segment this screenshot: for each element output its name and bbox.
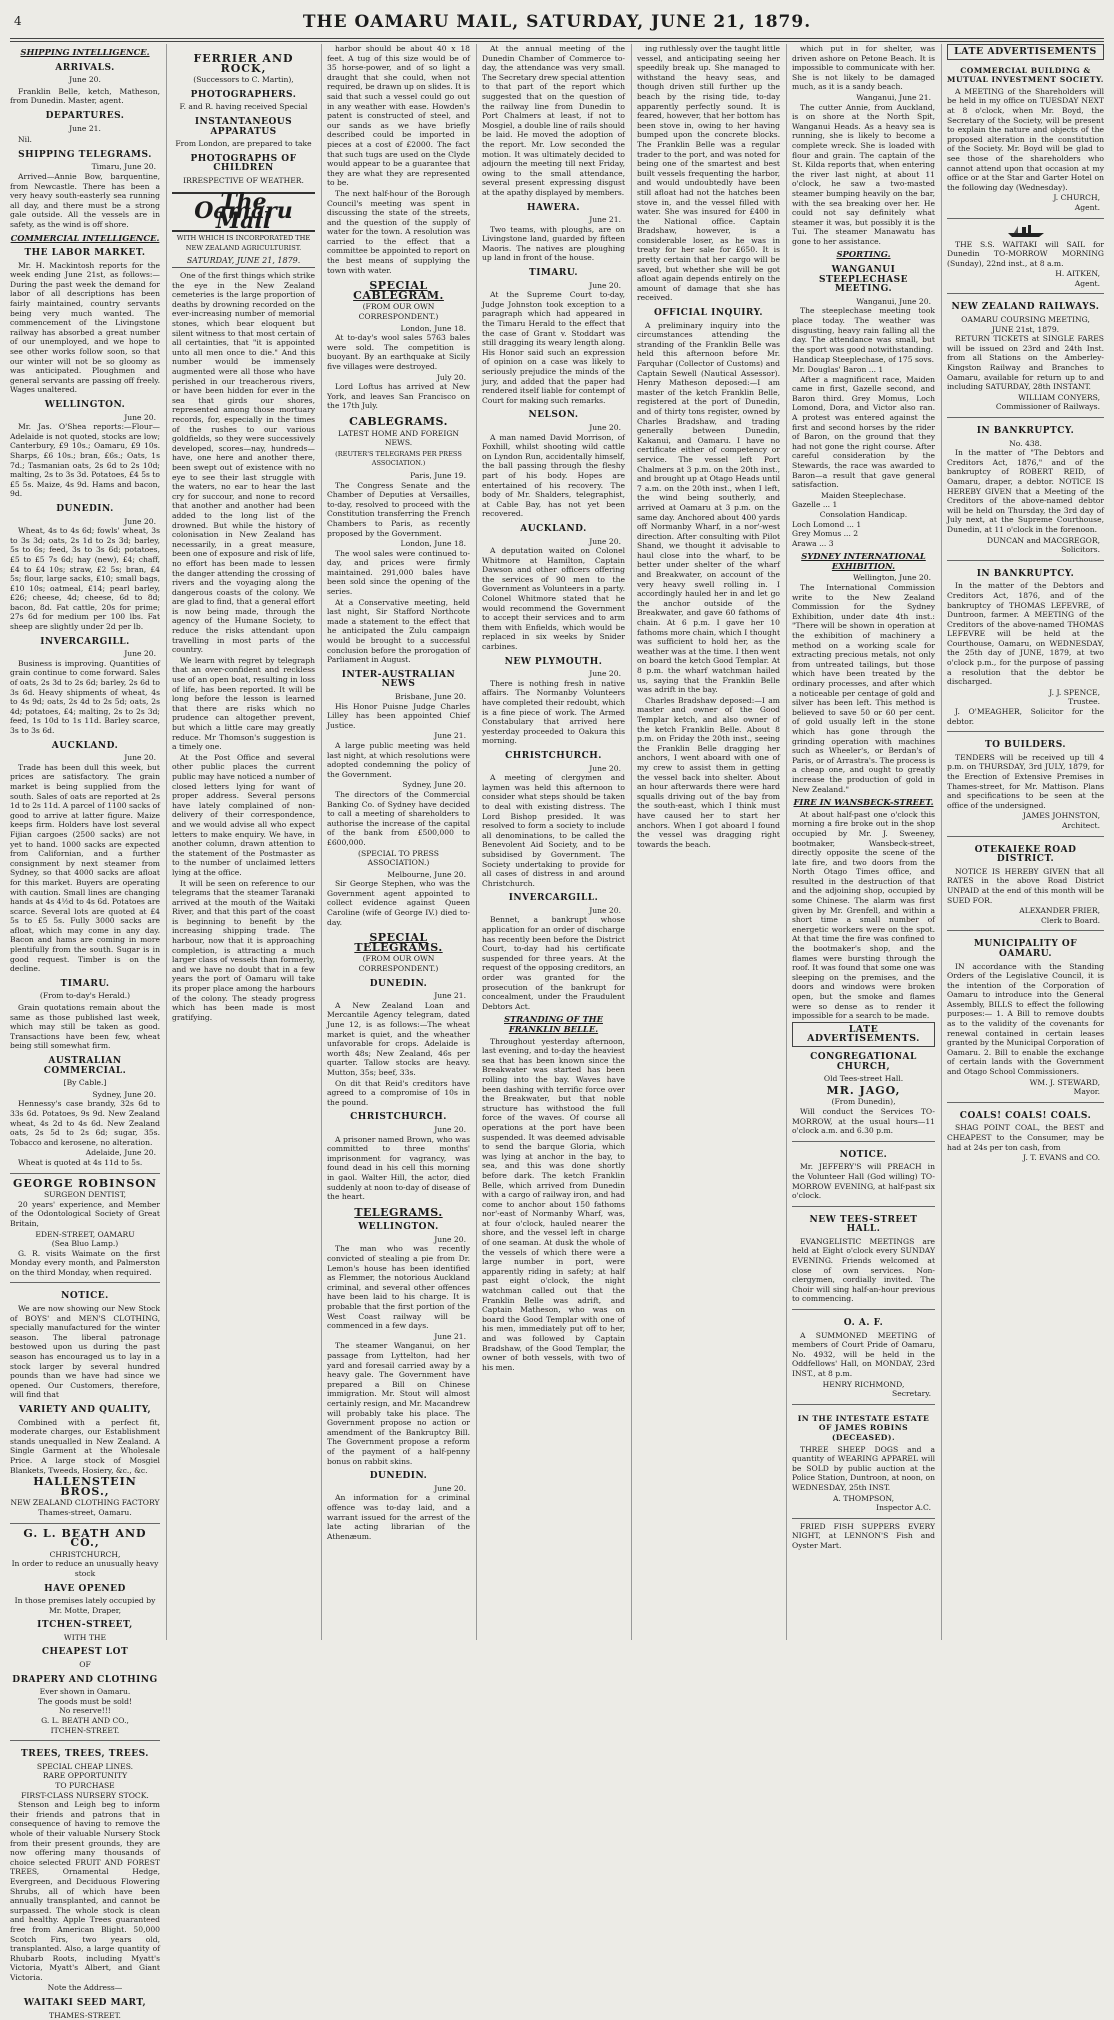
article-text: The cutter Annie, from Auckland, is on shore at the North Spit, Wanganui Heads. As a heavy sea is running, she is likely to become a complete wreck. She is loaded with flour and grain. The captain of the St. Kilda reports that, when entering the river last night, at about 11 o'clock, he saw a two-masted steamer bumping heavily on the bar, with the sea breaking over her. He could not say definitely what steamer it was, but possibly it is the Tui. The steamer Manawatu has gone to her assistance. [792, 102, 935, 246]
ad-line: SPECIAL CHEAP LINES. [36, 1761, 134, 1771]
ad-line: OAMARU COURSING MEETING, [961, 315, 1090, 325]
ad-line: Architect. [1062, 820, 1100, 830]
ship-icon [947, 224, 1104, 238]
article-text: ing ruthlessly over the taught little vessel, and anticipating seeing her speedily break up. She managed to withstand the heavy seas, and though driven still further up the beach by the rising tide, to-day apparently perfectly sound. It is feared, however, that her bottom has been stove in, owing to her having bumped upon the concrete blocks. The Franklin Belle was a regular trader to the port, and was noted for being one of the smartest and best built vessels frequenting the harbor, and would undoubtedly have been still afloat had not the hatches been stove in, and the vessel filled with water. She was insured for £400 in the National office. Captain Bradshaw, however, is a considerable loser, as he was in treaty for her sale for £650. It is pretty certain that her cargo will be saved, but whether she will be got afloat again depends entirely on the amount of damage that she has received. [637, 44, 780, 303]
ad-line: J. CHURCH, [1053, 193, 1100, 203]
ad-line: The goods must be sold! [37, 1696, 133, 1706]
ad-line: WITH THE [63, 1632, 107, 1642]
dateline: Wanganui, June 21. [856, 92, 931, 102]
ad-heading: IN THE INTESTATE ESTATE OF JAMES ROBINS (DECEASED). [797, 1413, 930, 1442]
subheading: TIMARU. [529, 268, 578, 279]
dateline: June 20. [124, 753, 156, 763]
article-text: Lord Loftus has arrived at New York, and leaves San Francisco on the 17th July. [327, 382, 470, 411]
dateline: June 20. [589, 763, 621, 773]
article-text: A New Zealand Loan and Mercantile Agency telegram, dated June 12, is as follows:—The wheat market is quiet, and the wheather unfavorable for crops. Adelaide is worth 48s; New Zealand, 46s per quarter. Tallow stocks are heavy. Mutton, 35s; beef, 33s. [327, 1000, 470, 1077]
race-result: Loch Lomond ... 1 [792, 519, 862, 529]
ad-text: J. O'MEAGHER, Solicitor for the debtor. [947, 707, 1104, 726]
ad-heading: TO BUILDERS. [984, 740, 1067, 751]
article-text: The directors of the Commercial Banking Co. of Sydney have decided to call a meeting of shareholders to authorise the increase of the capital of the bank from £500,000 to £600,000. [327, 789, 470, 847]
article-text: Sir George Stephen, who was the Government agent appointed to collect evidence against Queen Caroline (wife of George IV.) died to-day. [327, 879, 470, 927]
section-heading: STRANDING OF THE FRANKLIN BELLE. [504, 1014, 603, 1034]
subheading: CHRISTCHURCH. [350, 1112, 447, 1123]
ad-text: FRIED FISH SUPPERS EVERY NIGHT, at LENNON'S Fish and Oyster Mart. [792, 1521, 935, 1550]
article-text: The steamer Wanganui, on her passage from Lyttelton, had her yard and foresail carried away by a heavy gale. The Government have prepared a Bill on Chinese immigration. Mr. Stout will almost certainly resign, and Mr. Macandrew will probably take his place. The Government propose no action or amendment of the Bankruptcy Bill. The Government propose a reform of the payment of a half-penny bonus on rabbit skins. [327, 1341, 470, 1466]
dateline: June 20. [69, 75, 101, 85]
dateline: Sydney, June 20. [92, 1089, 156, 1099]
dateline: London, June 18. [400, 539, 466, 549]
dateline: (REUTER'S TELEGRAMS PER PRESS ASSOCIATION.) [335, 449, 462, 468]
dateline: June 20. [589, 422, 621, 432]
subheading: AUCKLAND. [51, 740, 119, 751]
article-text: Throughout yesterday afternoon, last evening, and to-day the heaviest sea that has been known since the Breakwater was started has been rolling into the bay. Waves have been dashing with terrific force over the Breakwater, but that noble structure has withstood the full force of the waves. Of course all operations at the port have been suspended. It was deemed advisable to send the barque Gloria, which was lying at anchor in the bay, to sea, and this was done shortly before dark. The ketch Franklin Belle, which arrived from Dunedin with a cargo of railway iron, and had come to anchor about 150 fathoms nor'-east of Normanby Wharf, was, at four o'clock, hauled nearer the shore, and the vessel left in charge of one seaman. At dusk the whole of the vessels of which there were a large number in port, were apparently riding in safety; at half past eight o'clock, the night watchman called out that the Franklin Belle was adrift, and Captain Matheson, who was on board the Good Templar with one of his men, immediately put off to her, and was followed by Captain Bradshaw, of the Good Templar, the owner of both vessels, with two of his men. [482, 1036, 625, 1372]
advertisement-road-district [947, 836, 1104, 926]
ad-text: EVANGELISTIC MEETINGS are held at Eight o'clock every SUNDAY EVENING. Friends welcomed at close of own services. Non-clergymen, cordially invited. The Choir will sing half-an-hour previous to commencing. [792, 1236, 935, 1304]
masthead-rule-2 [10, 41, 1104, 42]
subheading: INTER-AUSTRALIAN NEWS [341, 669, 456, 690]
advertisement-oaf [792, 1309, 935, 1399]
ad-line: Thames-street, Oamaru. [38, 1507, 132, 1517]
ad-text: NOTICE IS HEREBY GIVEN that all RATES in the above Road District UNPAID at the end of this month will be SUED FOR. [947, 866, 1104, 905]
column-rule [941, 44, 942, 1640]
dateline: Wanganui, June 20. [856, 296, 931, 306]
ad-line: A. THOMPSON, [832, 1493, 895, 1503]
advertisement-coals [947, 1102, 1104, 1163]
section-heading: COMMERCIAL INTELLIGENCE. [10, 232, 160, 243]
article-text: On dit that Reid's creditors have agreed to a compromise of 10s in the pound. [327, 1078, 470, 1107]
dateline: June 20. [434, 1234, 466, 1244]
ad-line: THAMES-STREET. [49, 2010, 121, 2020]
article-text: which put in for shelter, was driven ashore on Petone Beach. It is impossible to communicate with her. She is not likely to be damaged much, as it is a sandy beach. [792, 44, 935, 92]
subheading: DUNEDIN. [369, 978, 428, 989]
late-ads-heading: LATE ADVERTISEMENTS [947, 44, 1104, 60]
dateline: London, June 18. [400, 323, 466, 333]
advertisement-notice [792, 1141, 935, 1201]
article-text: Business is improving. Quantities of grain continue to come forward. Sales of oats, 2s 3d to 2s 6d; barley, 2s 6d to 3s 6d. Heavy shipments of wheat, 4s to 4s 9d; oats, 2s 4d to 2s 5d; oats, 2s 4d; potatoes, £4; malting, 2s to 2s 3d; feed, 1s 10d to 1s 11d. Barley scarce, 3s to 3s 6d. [10, 658, 160, 735]
article-text: The International Commission write to the New Zealand Commission for the Sydney Exhibition, under date 4th inst.: "There will be shown in operation at the exhibition of machinery a method on a working scale for extracting precious metals, not only from untreated tailings, but those which have been treated by the ordinary processes, and after which a noticeable per centage of gold and silver has been left. This method is believed to save 50 or 60 per cent. of gold usually left in the stone which has gone through the grinding operation with machines such as Wheeler's, or Berdan's of Paris, or of Arrastra's. The process is a cheap one, and ought to greatly increase the production of gold in New Zealand." [792, 583, 935, 794]
ad-heading: G. L. BEATH AND CO., [23, 1526, 147, 1550]
advertisement-builders [947, 731, 1104, 830]
masthead [0, 0, 1114, 40]
subheading: THE LABOR MARKET. [24, 248, 146, 259]
article-text: Arrived—Annie Bow, barquentine, from Newcastle. There has been a very heavy south-easterly sea running all day, and there must be a strong gale outside. All the vessels are in safety, as the wind is off shore. [10, 171, 160, 229]
article-text: A large public meeting was held last night, at which resolutions were adopted condemning the policy of the Government. [327, 740, 470, 779]
article-text: The wool sales were continued to-day, and prices were firmly maintained. 291,000 bales have been sold since the opening of the series. [327, 548, 470, 597]
subheading: INVERCARGILL. [40, 636, 130, 647]
ad-line: FIRST-CLASS NURSERY STOCK. [21, 1790, 149, 1800]
dateline: June 20. [124, 516, 156, 526]
subheading: OFFICIAL INQUIRY. [653, 308, 764, 319]
ad-line: CHRISTCHURCH, [49, 1549, 121, 1559]
dateline: June 21. [589, 215, 621, 225]
dateline: Adelaide, June 20. [85, 1148, 156, 1158]
paper-logo: The Oamaru Mail [172, 192, 315, 233]
advertisement-bankruptcy [947, 417, 1104, 555]
ad-line: OF [79, 1660, 91, 1670]
ad-heading: GEORGE ROBINSON [13, 1176, 157, 1190]
subheading: AUCKLAND. [520, 523, 587, 534]
article-text: There is nothing fresh in native affairs. The Normanby Volunteers have completed their redoubt, which is a fine piece of work. The Armed Constabulary that arrived here yesterday proceeded to Oakura this morning. [482, 678, 625, 746]
article-text: The Congress Senate and the Chamber of Deputies at Versailles, to-day, resolved to proceed with the Constitution transferring the French Chambers to Paris, as recently proposed by the Government. [327, 480, 470, 538]
ad-heading: COALS! COALS! COALS. [959, 1110, 1092, 1121]
article-text: After a magnificent race, Maiden came in first, Gazelle second, and Baron third. Grey Momus, Loch Lomond, Dora, and Victor also ran. A protest was entered against the first and second horses by the rider of Baron, on the ground that they had not gone the right course. After careful consideration by the Stewards, the race was awarded to Baron—a result that gave general satisfaction. [792, 374, 935, 490]
column-1 [10, 44, 160, 2020]
ad-line: TO PURCHASE [55, 1781, 115, 1790]
dateline: June 20. [589, 905, 621, 915]
ad-heading: COMMERCIAL BUILDING & MUTUAL INVESTMENT SOCIETY. [947, 65, 1104, 85]
advertisement-steamer [947, 218, 1104, 289]
ad-line: PHOTOGRAPHERS. [190, 89, 297, 100]
ad-text: RETURN TICKETS at SINGLE FARES will be issued on 23rd and 24th Inst. from all Stations on the Amberley-Kingston Railway and Branches to Oamaru, available for return up to and including SATURDAY, 28th INSTANT. [947, 334, 1104, 392]
section-heading: SHIPPING INTELLIGENCE. [20, 47, 150, 57]
column-rule [321, 44, 322, 1640]
ad-heading: FERRIER AND ROCK, [193, 52, 294, 75]
ad-line: Clerk to Board. [1041, 915, 1100, 925]
section-heading: CABLEGRAMS. [349, 414, 448, 428]
ad-line: NEW ZEALAND CLOTHING FACTORY [10, 1498, 160, 1508]
dateline: June 21. [434, 1331, 466, 1341]
subheading: NELSON. [528, 410, 579, 421]
ad-line: VARIETY AND QUALITY, [18, 1405, 152, 1415]
subheading: ARRIVALS. [55, 62, 115, 73]
subheading: HAWERA. [526, 202, 581, 213]
ad-text: Stenson and Leigh beg to inform their friends and patrons that in consequence of having to remove the whole of their valuable Nursery Stock from their present grounds, they are now offering many thousands of choice selected FRUIT AND FOREST TREES, Ornamental Hedge, Evergreen, and Deciduous Flowering Shrubs, all of which have been annually transplanted, and cannot be surpassed. The whole stock is clean and healthy. Apple Trees guaranteed free from American Blight. 50,000 Scotch Firs, two years old, transplanted. Also, a large quantity of Rhubarb Roots, including Myatt's Victoria, Myatt's Albert, and Giant Victoria. [10, 1800, 160, 1982]
dateline: [By Cable.] [63, 1078, 107, 1088]
article-text: At the annual meeting of the Dunedin Chamber of Commerce to-day, the attendance was very small. The Secretary drew special attention to that part of the report which suggested that on the question of the railway line from Dunedin to Port Chalmers at least, if not to Mosgiel, a double line of rails should be laid. He moved the adoption of the report. Mr. Low seconded the motion. It was ultimately decided to adjourn the meeting till next Friday, owing to the small attendance, several present expressing disgust at the apathy displayed by members. [482, 44, 626, 197]
ad-line: WM. J. STEWARD, [1029, 1077, 1100, 1087]
subheading: LATEST HOME AND FOREIGN NEWS. [337, 428, 460, 448]
subheading: TIMARU. [60, 978, 110, 989]
article-text: Wheat, 4s to 4s 6d; fowls' wheat, 3s to 3s 3d; oats, 2s 1d to 2s 3d; barley, 5s to 6s; feed, 3s to 3s 6d; potatoes, £5 to £5 7s 6d; hay (new), £4; chaff, £4 to £4 10s; straw, £2 5s; bran, £4 5s; flour, large sacks, £10; small bags, £10 10s; oatmeal, £14; pearl barley, £26; cheese, 4d; cheese, 6d to 8d; bacon, 8d. Fat cattle, 20s for prime; 27s 6d for medium per 100 lbs. Fat sheep are slightly under 2d per lb. [10, 526, 160, 632]
ad-line: Secretary. [892, 1389, 931, 1399]
ad-line: PHOTOGRAPHS OF CHILDREN [190, 153, 297, 174]
article-text: A prisoner named Brown, who was committed to three months' imprisonment for vagrancy, was found dead in his cell this morning in gaol. Walter Hill, the actor, died suddenly at noon to-day of disease of the heart. [327, 1134, 470, 1202]
advertisement-railways [947, 293, 1104, 412]
ad-heading: O. A. F. [843, 1318, 884, 1329]
page-number: 4 [14, 14, 22, 28]
section-heading: SYDNEY INTERNATIONAL EXHIBITION. [801, 551, 926, 571]
dateline: (SPECIAL TO PRESS ASSOCIATION.) [358, 848, 439, 868]
ad-text: In the matter of the Debtors and Creditors Act, 1876, and of the bankruptcy of THOMAS LEFEVRE, of Duntroon, farmer. A MEETING of the Creditors of the above-named THOMAS LEFEVRE will be held at the Courthouse, Oamaru, on WEDNESDAY, the 25th day of JUNE, 1879, at two o'clock p.m., for the purpose of passing a resolution that the debtor be discharged. [947, 581, 1104, 687]
dateline: Timaru, June 20. [91, 162, 156, 172]
advertisement-beath [10, 1523, 160, 1736]
dateline: Melbourne, June 20. [387, 869, 466, 879]
ad-line: From London, are prepared to take [175, 139, 312, 149]
subheading: AUSTRALIAN COMMERCIAL. [43, 1056, 127, 1076]
ad-line: Mayor. [1073, 1087, 1100, 1097]
subheading: DUNEDIN. [56, 503, 114, 514]
dateline: Brisbane, June 20. [395, 692, 466, 701]
ad-line: DRAPERY AND CLOTHING [12, 1674, 158, 1685]
section-heading: FIRE IN WANSBECK-STREET. [793, 797, 934, 808]
ad-line: EDEN-STREET, OAMARU [35, 1229, 135, 1239]
race-result: Gazelle ... 1 [792, 500, 838, 510]
subheading: DEPARTURES. [45, 110, 125, 121]
ad-heading: IN BANKRUPTCY. [976, 568, 1075, 579]
subheading: DUNEDIN. [369, 1471, 428, 1482]
subheading: INVERCARGILL. [508, 893, 599, 904]
article-text: Wheat is quoted at 4s 11d to 5s. [18, 1157, 143, 1167]
ad-line: HAVE OPENED [44, 1583, 126, 1594]
ad-text: 20 years' experience, and Member of the Odontological Society of Great Britain, [10, 1199, 160, 1228]
article-text: A deputation waited on Colonel Whitmore at Hamilton, Captain Dawson and other officers offering the services of 90 men to the Government as Volunteers in a party. Colonel Whitmore stated that he would recommend the Government to accept their services and to arm them with Enfields, which would be replaced in six weeks by Snider carbines. [482, 546, 625, 652]
ad-text: In the matter of "The Debtors and Creditors Act, 1876," and of the bankruptcy of ROBERT REID, of Oamaru, draper, a debtor. NOTICE IS HEREBY GIVEN that a Meeting of the Creditors of the above-named debtor will be held on Thursday, the 3rd day of July next, at the Supreme Courthouse, Dunedin, at 11 o'clock in the forenoon. [947, 448, 1104, 534]
section-heading: SPORTING. [836, 249, 891, 260]
article-text: Grain quotations remain about the same as those published last week, which may still be taken as good. Transactions have been few, wheat being still somewhat firm. [10, 1003, 160, 1051]
dateline: July 20. [436, 372, 466, 382]
race-result: Mr. Douglas' Baron ... 1 [792, 365, 884, 374]
race-result: Grey Momus ... 2 [792, 529, 859, 539]
dateline: Wellington, June 20. [853, 573, 931, 583]
ad-text: A SUMMONED MEETING of members of Court Pride of Oamaru, No. 4932, will be held in the Oddfellows' Hall, on MONDAY, 23rd INST., at 8 p.m. [792, 1330, 935, 1378]
ad-heading: NOTICE. [61, 1291, 109, 1302]
advertisement-hall [792, 1206, 935, 1304]
advertisement-municipality [947, 930, 1104, 1097]
article-text: A man named David Morrison, of Foxhill, whilst shooting wild cattle on Lyndon Run, accidentally himself, the ball passing through the fleshy part of his body. Hopes are entertained of his recovery. The body of Mr. Shalders, telegraphist, at Cable Bay, has not yet been recovered. [482, 432, 625, 519]
ad-line: ALEXANDER FRIER, [1019, 906, 1100, 916]
ad-line: G. L. BEATH AND CO., [41, 1716, 129, 1726]
subheading: SHIPPING TELEGRAMS. [18, 149, 152, 160]
ad-line: HENRY RICHMOND, [822, 1379, 905, 1389]
ad-text: Will conduct the Services TO-MORROW, at the usual hours—11 o'clock a.m. and 6.30 p.m. [792, 1106, 935, 1136]
ad-text: Mr. JEFFERY'S will PREACH in the Volunteer Hall (God willing) TO-MORROW EVENING, at half-past six o'clock. [792, 1162, 935, 1201]
section-heading: SPECIAL CABLEGRAM. [353, 279, 444, 302]
column-3 [327, 44, 470, 1640]
ad-line: CHEAPEST LOT [41, 1647, 129, 1658]
ad-text: Combined with a perfect fit, moderate charges, our Establishment stands unequalled in New Zealand. A Single Garment at the Wholesale Price. A large stock of Mosgiel Blankets, Tweeds, Hosiery, &c., &c. [10, 1417, 160, 1475]
article-text: A meeting of clergymen and laymen was held this afternoon to consider what steps should be taken to deal with existing distress. The Lord Bishop presided. It was resolved to form a society to include all denominations, to be called the Benevolent Aid Society, and to be subsidised by Government. The Society undertaking to provide for all cases of distress in and around Christchurch. [482, 773, 625, 888]
column-4 [482, 44, 625, 1640]
ad-line: (Sea Bluo Lamp.) [51, 1239, 119, 1249]
ad-line: Ever shown in Oamaru. [39, 1687, 131, 1697]
subheading: WELLINGTON. [358, 1222, 439, 1233]
dateline: June 20. [434, 1483, 466, 1493]
ad-text: We are now showing our New Stock of BOYS' and MEN'S CLOTHING, specially manufactured for the winter season. The liberal patronage bestowed upon us during the past season has encouraged us to lay in a stock larger by several hundred pounds than we have had since we opened. Our Customers, therefore, will find that [10, 1304, 160, 1400]
ad-line: DUNCAN and MACGREGOR, [987, 535, 1100, 545]
article-text: Two teams, with ploughs, are on Livingstone land, guarded by fifteen Maoris. The natives are ploughing up land in front of the house. [482, 224, 625, 263]
ad-line: H. AITKEN, [1055, 269, 1100, 279]
article-text: Nil. [18, 135, 32, 145]
ad-line: Solicitors. [1061, 545, 1100, 555]
article-text: Trade has been dull this week, but prices are satisfactory. The grain market is being supplied from the south. Sales of oats are reported at 2s 1d to 2s 11d. A parcel of 1100 sacks of good to arrive at latter figure. Maize keeps firm. Holders have lost several Fijian cargoes (2500 sacks) are not yet to hand. 1000 sacks are expected from Californian, and a further consignment by next steamer from Sydney, so that 4000 sacks are afloat for this market. Buyers are operating with caution. Small lines are changing hands at 4s 4½d to 4s 6d. Potatoes are scarce. Several lots are quoted at £4 5s to £5 5s. Fully 3000 sacks are afloat, which may come in any day. Bacon and hams are coming in more plentifully from the south. Sugar is in good request. Timber is on the decline. [10, 762, 160, 974]
ad-heading: TREES, TREES, TREES. [21, 1749, 149, 1760]
column-rule [166, 44, 167, 1640]
ad-line: Note the Address— [47, 1983, 123, 1993]
ad-line: JAMES JOHNSTON, [1022, 811, 1100, 821]
article-text: Mr. H. Mackintosh reports for the week ending June 21st, as follows:—During the past week the demand for labor of all descriptions has been fairly maintained, country servants being very much wanted. The commencement of the Livingstone railway has absorbed a great number of our unemployed, and we hope to see other works follow soon, so that our winter will not be so gloomy as was anticipated. Ploughmen and general servants are passing off freely. Wages unaltered. [10, 260, 160, 395]
advertisement-clothing [10, 1282, 160, 1517]
ad-heading: NEW TEES-STREET HALL. [809, 1214, 918, 1235]
article-text: Franklin Belle, ketch, Matheson, from Dunedin. Master, agent. [10, 86, 160, 106]
dateline: June 20. [589, 280, 621, 290]
masthead-rule [10, 38, 1104, 39]
column-7 [947, 44, 1104, 1640]
column-rule [631, 44, 632, 1640]
ad-line: No. 438. [1009, 438, 1042, 448]
dateline: Paris, June 19. [410, 470, 466, 480]
column-rule [786, 44, 787, 1640]
paper-subtitle: WITH WHICH IS INCORPORATED THE NEW ZEALAND AGRICULTURIST. [176, 234, 311, 252]
ad-line: (From Dunedin), [831, 1097, 896, 1107]
article-text: At about half-past one o'clock this morning a fire broke out in the shop occupied by Mr. J. Sweeney, bootmaker, Wansbeck-street, directly opposite the scene of the late fire, and two doors from the North Otago Times office, and resulted in the destruction of that and the adjoining shop, occupied by some Chinese. The alarm was first given by Mr. Grenfell, and within a short time a small number of energetic workers were on the spot. At that time the fire was confined to the bootmaker's shop, and the flames were bursting through the roof. It was found that some one was sleeping on the premises, and the doors and windows were broken open, but the smoke and flames were so dense as to render it impossible for a search to be made. [792, 809, 935, 1021]
advertisement-estate [792, 1404, 935, 1513]
ad-firm: WAITAKI SEED MART, [23, 1998, 147, 2009]
advertisement-dentist [10, 1173, 160, 1278]
ad-text: THREE SHEEP DOGS and a quantity of WEARING APPAREL will be SOLD by public auction at the Police Station, Duntroon, at noon, on WEDNESDAY, 25th INST. [792, 1444, 935, 1492]
dateline: June 21. [69, 123, 101, 133]
ad-line: JUNE 21st, 1879. [991, 324, 1060, 334]
ad-line: In order to reduce an unusually heavy stock [11, 1559, 159, 1578]
ad-text: TENDERS will be received up till 4 p.m. on THURSDAY, 3rd JULY, 1879, for the Erection of Extensive Premises in Thames-street, for Mr. Mattison. Plans and specifications to be seen at the office of the undersigned. [947, 752, 1104, 810]
ad-firm: HALLENSTEIN BROS., [33, 1475, 137, 1498]
ad-text: A MEETING of the Shareholders will be held in my office on TUESDAY NEXT at 8 o'clock, when Mr. Boyd, the Secretary of the Society, will be present to explain the nature and objects of the proposed alteration in the constitution of the Society. Mr. Boyd will be glad to see those of the shareholders who cannot attend upon that occasion at my office or at the Star and Garter Hotel on the following day (Wednesday). [947, 86, 1104, 192]
ad-line: F. and R. having received Special [179, 102, 308, 112]
leader-text: One of the first things which strike the eye in the New Zealand cemeteries is the large proportion of deaths by drowning recorded on the ever-increasing number of memorial stones, which bear eloquent but silent witness to that most certain of all certainties, that "it is appointed unto all men once to die." And this number would be immensely augmented were all those who have perished in our treacherous rivers, or have been hidden for ever in the sea that girds our shores, represented among those mortuary records, for, especially in the times of the rushes to our various goldfields, so they were successively developed, scores—nay, hundreds—have, one here and another there, been swept out of existence with no eye to see their last struggle with the waters, no ear to hear the last cry for succour, and none to record that another and another had been added to the long list of the drowned. But while the history of colonisation in New Zealand has necessarily, in a great measure, been one of exposure and risk of life, no effort has been made to lessen the danger attending the crossing of rivers and the voyaging along the dangerous coasts of the colony. We are glad to find, that a general effort is now being made, through the agency of the Humane Society, to reduce the risks attendant upon travelling in most parts of the country. [172, 271, 315, 655]
column-6 [792, 44, 935, 1640]
ad-heading: CONGREGATIONAL CHURCH, [810, 1051, 917, 1072]
article-text: At to-day's wool sales 5763 bales were sold. The competition is buoyant. By an earthquake at Sicily five villages were destroyed. [327, 333, 470, 371]
advertisement-bankruptcy-2 [947, 560, 1104, 727]
ad-line: Old Tees-street Hall. [823, 1074, 904, 1084]
ad-line: INSTANTANEOUS APPARATUS [194, 116, 293, 137]
dateline: June 20. [589, 669, 621, 679]
article-text: Charles Bradshaw deposed:—I am master and owner of the Good Templar ketch, and also owner of the ketch Franklin Belle. About 8 p.m. on Friday the 20th inst., seeing the Franklin Belle dragging her anchors, I went aboard with one of my crew to assist them in getting the vessel back into shelter. About an hour afterwards there were hard squalls driving out of the bay from the south-east, which I think must have caused her to start her anchors. When I got aboard I found the vessel was dragging right towards the beach. [637, 695, 780, 849]
article-text: Hennessy's case brandy, 32s 6d to 33s 6d. Potatoes, 9s 9d. New Zealand wheat, 4s 2d to 4s 6d. New Zealand oats, 2s 5d to 2s 6d; sugar, 35s. Tobacco and kerosene, no alteration. [10, 1099, 160, 1147]
race-result: Arawa ... 3 [792, 538, 834, 548]
article-text: His Honor Puisne Judge Charles Lilley has been appointed Chief Justice. [327, 701, 470, 730]
dateline: June 20. [589, 536, 621, 546]
ad-line: Trustee. [1068, 697, 1100, 707]
ad-line: J. J. SPENCE, [1049, 687, 1100, 697]
ad-text: G. R. visits Waimate on the first Monday every month, and Palmerston on the third Monday, when required. [10, 1248, 160, 1277]
race-heading: Maiden Steeplechase. [821, 490, 906, 500]
advertisement-fish [792, 1518, 935, 1551]
article-text: The steeplechase meeting took place today. The weather was disgusting, heavy rain falling all the day. The attendance was small, but the sport was good notwithstanding. [792, 306, 935, 354]
leader-text: We learn with regret by telegraph that an over-confident and reckless use of an open boat, resulting in loss of life, has been reported. It will be long before the lesson is learned that there are risks which no prudence can altogether prevent, but which a little care may greatly reduce. Mr Thomson's suggestion is a timely one. [172, 655, 315, 752]
ad-heading: NEW ZEALAND RAILWAYS. [951, 302, 1100, 313]
dateline: June 20. [124, 649, 156, 659]
article-text: Bennet, a bankrupt whose application for an order of discharge has recently been before the District Court, to-day had his certificate suspended for three years. At the request of the opposing creditors, an order was granted for the prosecution of the bankrupt for concealment, under the Fraudulent Debtors Act. [482, 915, 625, 1011]
ad-line: ITCHEN-STREET. [50, 1725, 120, 1735]
subheading: NEW PLYMOUTH. [504, 656, 603, 667]
article-text: The next half-hour of the Borough Council's meeting was spent in discussing the state of the streets, and the question of the supply of water for the town. A resolution was carried to the effect that a committee be appointed to report on the best means of supplying the town with water. [327, 188, 470, 275]
ad-text: THE S.S. WAITAKI will SAIL for Dunedin TO-MORROW MORNING (Sunday), 22nd inst., at 8 a.m. [947, 239, 1104, 268]
ad-line: Inspector A.C. [876, 1503, 931, 1513]
article-text: Mr. Jas. O'Shea reports:—Flour—Adelaide is not quoted, stocks are low; Canterbury, £9 10s.; Oamaru, £9 10s. Sharps, £6 10s.; bran, £6s.; Oats, 1s 7d.; Tasmanian oats, 2s 6d to 2s 10d; malting, 2s to 3s 3d. Potatoes, £4 5s to £5 5s. Maize, 4s 9d. Hams and bacon, 9d. [10, 422, 160, 499]
paper-date: SATURDAY, JUNE 21, 1879. [172, 256, 315, 269]
ad-line: IRRESPECTIVE OF WEATHER. [183, 175, 304, 185]
late-ads-heading: LATE ADVERTISEMENTS. [792, 1022, 935, 1047]
advertisement-photographers [172, 49, 315, 186]
article-text: A preliminary inquiry into the circumstances attending the stranding of the Franklin Belle was held this afternoon before Mr. Farquhar (Collector of Customs) and Captain Sewell (Nautical Assessor). Henry Matheson deposed:—I am master of the ketch Franklin Belle, registered at the port of Dunedin, and of thirty tons register, owned by Charles Bradshaw, and trading generally between Dunedin, Kakanui, and Oamaru. I have no certificate either of competency or service. The vessel left Port Chalmers at 3 p.m. on the 20th inst., and brought up at Otago Heads until 7 a.m. on the 20th inst., when I left, the wind being southerly, and arrived at Oamaru at 3 p.m. on the same day. Anchored about 400 yards off Normanby Wharf, in a nor'-west direction. After consulting with Pilot Shand, we thought it advisable to haul close into the wharf, to be better under shelter of the wharf and Breakwater, on account of the very heavy swell rolling in. I accordingly hauled her in and let go the anchor outside of the Breakwater, and gave 60 fathoms of chain. At 6 p.m. I gave her 10 fathoms more chain, which I thought was sufficient to hold her, as the weather was at the time. I then went on board the ketch Good Templar. At 8 p.m. the wharf watchman hailed us, saying that the Franklin Belle was adrift in the bay. [637, 320, 780, 695]
ad-line: In those premises lately occupied by Mr. Motte, Draper, [14, 1596, 156, 1615]
leader-text: At the Post Office and several other public places the current public may have noticed a number of closed letters lying for want of proper address. Several persons have lately complained of non-delivery of their correspondence, and we would advise all who expect letters to make enquiry. We have, in another column, drawn attention to the statement of the Postmaster as to the number of unclaimed letters lying at the office. [172, 752, 315, 877]
article-text: An information for a criminal offence was to-day laid, and a warrant issued for the arrest of the late acting librarian of the Athenæum. [327, 1493, 470, 1541]
ad-text: IN accordance with the Standing Orders of the Legislative Council, it is the intention of the Corporation of Oamaru to introduce into the General Assembly, BILLS to effect the following purposes:— 1. A Bill to remove doubts as to the validity of the covenants for renewal contained in certain leases granted by the Municipal Corporation of Oamaru. 2. Bill to enable the exchange of certain lands with the Government and Otago School Commissioners. [947, 961, 1104, 1077]
newspaper-title: THE OAMARU MAIL, SATURDAY, JUNE 21, 1879. [302, 12, 812, 32]
ad-line: No reserve!!! [59, 1706, 111, 1716]
subheading: WANGANUI STEEPLECHASE MEETING. [819, 265, 908, 295]
article-text: At the Supreme Court to-day, Judge Johnston took exception to a paragraph which had appeared in the Timaru Herald to the effect that the case of Grant v. Stoddart was still dragging its weary length along. His Honor said such an expression of opinion on a case was likely to seriously prejudice the minds of the jury, and added that the paper had rendered itself liable for contempt of Court for making such remarks. [482, 290, 625, 405]
ad-text: SHAG POINT COAL, the BEST and CHEAPEST to the Consumer, may be had at 24s per ton cash, from [947, 1123, 1104, 1152]
advertisement-trees [10, 1740, 160, 2020]
article-text: harbor should be about 40 x 18 feet. A tug of this size would be of 35 horse-power, and of so light a draught that she could, when not required, be drawn up on slides. It is said that such a vessel could go out in any weather with ease. Howden's patent is constructed of steel, and our sands as we have briefly described could be imported in pieces at a cost of £2000. The fact that such tugs are used on the Clyde would appear to be a guarantee that they are what they are represented to be. [327, 44, 470, 188]
column-2 [172, 44, 315, 1640]
section-heading: SPECIAL TELEGRAMS. [354, 931, 443, 954]
column-5 [637, 44, 780, 1640]
column-rule [476, 44, 477, 1640]
ad-line: Agent. [1074, 202, 1100, 212]
ad-heading: NOTICE. [839, 1149, 888, 1160]
race-heading: Handicap Steeplechase, of 175 sovs. [792, 355, 935, 365]
dateline: June 20. [124, 412, 156, 422]
dateline: (From to-day's Herald.) [39, 991, 131, 1001]
ad-line: RARE OPPORTUNITY [42, 1771, 128, 1781]
subheading: WELLINGTON. [44, 400, 126, 410]
ad-line: SURGEON DENTIST, [43, 1190, 127, 1200]
article-text: The man who was recently convicted of stealing a pie from Dr. Lemon's house has been identified as Flemmer, the notorious Auckland criminal, and several other offences have been laid to his charge. It is probable that the first portion of the West Coast railway will be commenced in a few days. [327, 1244, 470, 1331]
dateline: June 21. [434, 991, 466, 1001]
dateline: June 21. [434, 731, 466, 741]
ad-line: MR. JAGO, [826, 1083, 901, 1097]
ad-line: ITCHEN-STREET, [37, 1620, 133, 1631]
dateline: Sydney, June 20. [402, 780, 466, 790]
ad-line: WILLIAM CONYERS, [1018, 392, 1100, 402]
dateline: (FROM OUR OWN CORRESPONDENT.) [358, 954, 439, 974]
ad-heading: IN BANKRUPTCY. [976, 426, 1075, 436]
section-heading: TELEGRAMS. [354, 1205, 443, 1219]
ad-line: Agent. [1074, 278, 1100, 288]
leader-text: It will be seen on reference to our telegrams that the steamer Taranaki arrived at the mouth of the Waitaki River, and that this part of the coast is beginning to benefit by the increasing shipping trade. The harbour, now that it is approaching completion, is attracting a much larger class of vessels than formerly, and we have no doubt that in a few years the port of Oamaru will take its proper place among the harbours of the colony. The steady progress which has been made is most gratifying. [172, 878, 315, 1022]
ad-line: J. T. EVANS and CO. [1022, 1153, 1100, 1163]
subheading: CHRISTCHURCH. [505, 750, 602, 761]
ad-heading: MUNICIPALITY OF OAMARU. [973, 939, 1078, 959]
ad-heading: OTEKAIEKE ROAD DISTRICT. [974, 844, 1077, 865]
race-heading: Consolation Handicap. [819, 509, 908, 519]
article-text: At a Conservative meeting, held last night, Sir Stafford Northcote made a statement to the effect that he anticipated the Zulu campaign would be brought to a successful conclusion before the prorogation of Parliament in August. [327, 597, 470, 665]
ad-line: Commissioner of Railways. [995, 402, 1100, 412]
dateline: (FROM OUR OWN CORRESPONDENT.) [358, 302, 439, 322]
ad-line: (Successors to C. Martin), [193, 75, 294, 85]
dateline: June 20. [434, 1124, 466, 1134]
